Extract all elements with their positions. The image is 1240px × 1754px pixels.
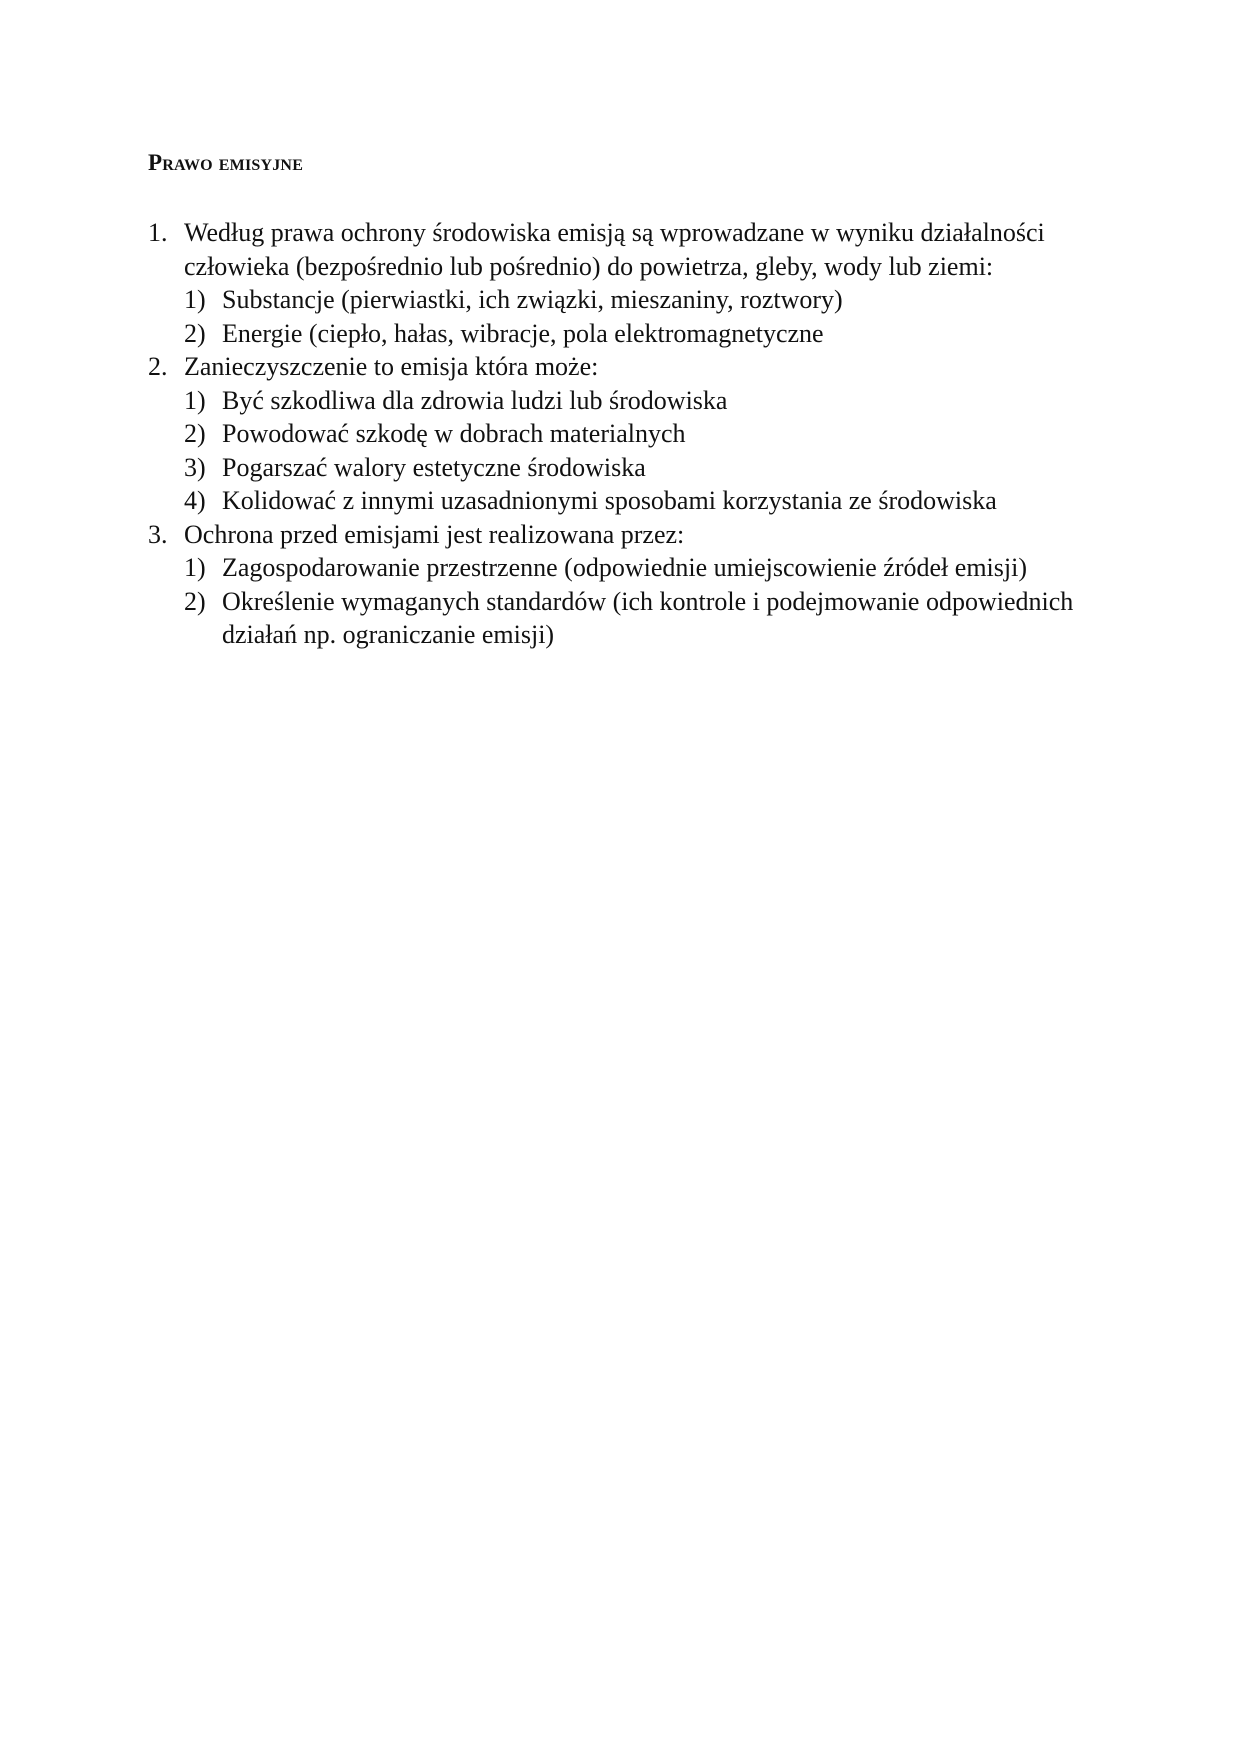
- page-title: Prawo emisyjne: [148, 150, 304, 175]
- sub-list-item: [184, 451, 1108, 485]
- sub-list-item-text: Energie (ciepło, hałas, wibracje, pola elektromagnetyczne: [222, 318, 824, 348]
- sub-list-item-text: Substancje (pierwiastki, ich związki, mieszaniny, roztwory): [222, 285, 843, 314]
- sub-list-item: [184, 484, 1108, 518]
- sub-list-item-number: 1): [184, 285, 206, 314]
- list-item: [148, 518, 1108, 652]
- sub-list-item-text: Zagospodarowanie przestrzenne (odpowiednie umiejscowienie źródeł emisji): [222, 553, 1027, 582]
- sub-list-item-text: Kolidować z innymi uzasadnionymi sposobami korzystania ze środowiska: [222, 486, 997, 515]
- sub-list-item-number: 3): [184, 452, 206, 482]
- sub-list-item-number: 1): [184, 385, 206, 415]
- sub-list-item: [184, 417, 1108, 451]
- numbered-list: [148, 216, 1108, 652]
- list-item-number: 3.: [148, 519, 168, 549]
- sub-list-item-text: Być szkodliwa dla zdrowia ludzi lub środowiska: [222, 385, 728, 415]
- sub-list-item-text: Pogarszać walory estetyczne środowiska: [222, 452, 646, 482]
- sub-list-item-text: Powodować szkodę w dobrach materialnych: [222, 419, 686, 448]
- sub-list-item: [184, 585, 1108, 652]
- sub-list-item-number: 2): [184, 318, 206, 348]
- sub-list-item-number: 4): [184, 486, 206, 515]
- list-item: [148, 216, 1108, 350]
- list-item-text: Ochrona przed emisjami jest realizowana przez:: [184, 519, 685, 549]
- sub-list-item: [184, 384, 1108, 418]
- sub-list-item-number: 1): [184, 553, 206, 582]
- sub-list-item: [184, 283, 1108, 317]
- sub-list-item-number: 2): [184, 419, 206, 448]
- list-item-number: 2.: [148, 352, 168, 381]
- sub-list-item: [184, 551, 1108, 585]
- sub-list-item-text: Określenie wymaganych standardów (ich kontrole i podejmowanie odpowiednich działań np. ograniczanie emisji): [222, 586, 1074, 649]
- list-item-number: 1.: [148, 218, 168, 247]
- sub-list-item: [184, 317, 1108, 351]
- sub-list-item-number: 2): [184, 586, 206, 616]
- list-item: [148, 350, 1108, 518]
- list-item-text: Według prawa ochrony środowiska emisją są wprowadzane w wyniku działalności człowieka (bezpośrednio lub pośrednio) do powietrza, gleby, wody lub ziemi:: [184, 218, 1045, 281]
- list-item-text: Zanieczyszczenie to emisja która może:: [184, 352, 599, 381]
